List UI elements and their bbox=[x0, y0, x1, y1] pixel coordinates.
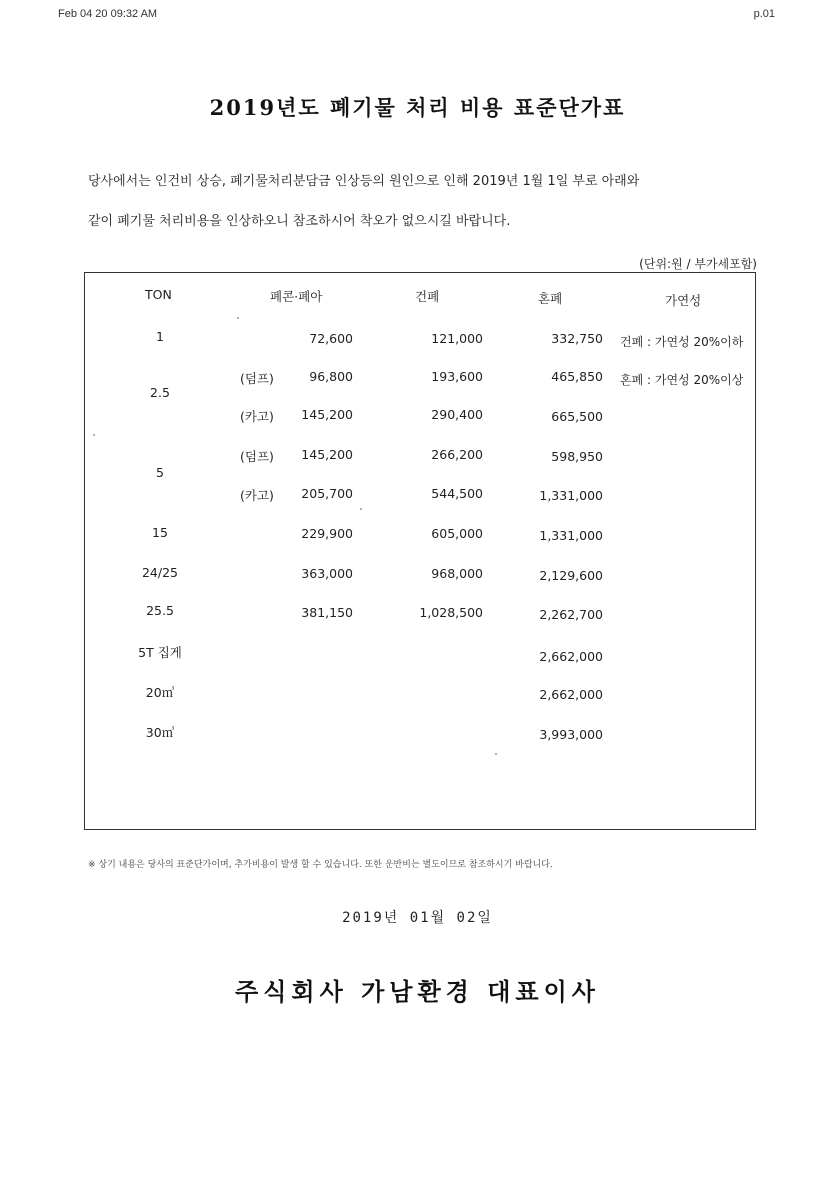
concrete-price: 145,200 bbox=[301, 447, 353, 462]
header-ton: TON bbox=[145, 287, 172, 302]
mixed-price: 1,331,000 bbox=[539, 528, 603, 543]
mixed-price: 598,950 bbox=[551, 449, 603, 464]
concrete-price: 381,150 bbox=[301, 605, 353, 620]
construction-price: 121,000 bbox=[431, 331, 483, 346]
intro-line-1: 당사에서는 인건비 상승, 폐기물처리분담금 인상등의 원인으로 인해 2019년 1월 1일 부로 아래와 bbox=[88, 174, 640, 189]
construction-price: 1,028,500 bbox=[419, 605, 483, 620]
ton-label: 5T 집게 bbox=[138, 645, 182, 660]
intro-paragraph bbox=[88, 162, 768, 242]
scan-speck bbox=[495, 753, 497, 755]
truck-type: (덤프) bbox=[240, 371, 274, 386]
fax-page-number: p.01 bbox=[753, 8, 775, 20]
header-mixed: 혼폐 bbox=[538, 291, 563, 306]
scan-speck bbox=[93, 434, 95, 436]
fax-header bbox=[58, 8, 775, 20]
mixed-price: 2,662,000 bbox=[539, 687, 603, 702]
scan-speck bbox=[237, 317, 239, 319]
combustible-note: 혼폐 : 가연성 20%이상 bbox=[620, 373, 744, 387]
header-construction: 건폐 bbox=[415, 289, 440, 304]
price-table bbox=[84, 272, 756, 830]
truck-type: (카고) bbox=[240, 409, 274, 424]
mixed-price: 1,331,000 bbox=[539, 488, 603, 503]
concrete-price: 229,900 bbox=[301, 526, 353, 541]
ton-label: 2.5 bbox=[150, 385, 170, 400]
ton-label: 20㎥ bbox=[145, 685, 175, 700]
mixed-price: 2,129,600 bbox=[539, 568, 603, 583]
construction-price: 605,000 bbox=[431, 526, 483, 541]
mixed-price: 2,662,000 bbox=[539, 649, 603, 664]
concrete-price: 145,200 bbox=[301, 407, 353, 422]
construction-price: 290,400 bbox=[431, 407, 483, 422]
concrete-price: 205,700 bbox=[301, 486, 353, 501]
concrete-price: 96,800 bbox=[309, 369, 353, 384]
ton-label: 24/25 bbox=[141, 565, 179, 580]
header-combustible: 가연성 bbox=[665, 293, 702, 308]
construction-price: 193,600 bbox=[431, 369, 483, 384]
ton-label: 15 bbox=[152, 525, 168, 540]
unit-note: (단위:원 / 부가세포함) bbox=[639, 257, 757, 271]
construction-price: 968,000 bbox=[431, 566, 483, 581]
ton-label: 25.5 bbox=[146, 603, 174, 618]
mixed-price: 3,993,000 bbox=[539, 727, 603, 742]
mixed-price: 2,262,700 bbox=[539, 607, 603, 622]
construction-price: 266,200 bbox=[431, 447, 483, 462]
ton-label: 5 bbox=[156, 465, 164, 480]
mixed-price: 465,850 bbox=[551, 369, 603, 384]
truck-type: (덤프) bbox=[240, 449, 274, 464]
scan-speck bbox=[360, 508, 362, 510]
mixed-price: 332,750 bbox=[551, 331, 603, 346]
footnote: ※ 상기 내용은 당사의 표준단가이며, 추가비용이 발생 할 수 있습니다. 또한 운반비는 별도이므로 참조하시기 바랍니다. bbox=[88, 860, 553, 870]
document-title: 2019년도 폐기물 처리 비용 표준단가표 bbox=[209, 95, 626, 120]
ton-label: 30㎥ bbox=[145, 725, 175, 740]
truck-type: (카고) bbox=[240, 488, 274, 503]
construction-price: 544,500 bbox=[431, 486, 483, 501]
mixed-price: 665,500 bbox=[551, 409, 603, 424]
ton-label: 1 bbox=[156, 329, 164, 344]
concrete-price: 363,000 bbox=[301, 566, 353, 581]
document-date: 2019년 01월 02일 bbox=[342, 910, 493, 926]
intro-line-2: 같이 폐기물 처리비용을 인상하오니 참조하시어 착오가 없으시길 바랍니다. bbox=[88, 214, 511, 229]
fax-timestamp: Feb 04 20 09:32 AM bbox=[58, 8, 158, 20]
combustible-note: 건폐 : 가연성 20%이하 bbox=[620, 335, 744, 349]
concrete-price: 72,600 bbox=[309, 331, 353, 346]
company-signature: 주식회사 가남환경 대표이사 bbox=[235, 977, 600, 1006]
header-concrete: 폐콘·폐아 bbox=[270, 289, 323, 304]
